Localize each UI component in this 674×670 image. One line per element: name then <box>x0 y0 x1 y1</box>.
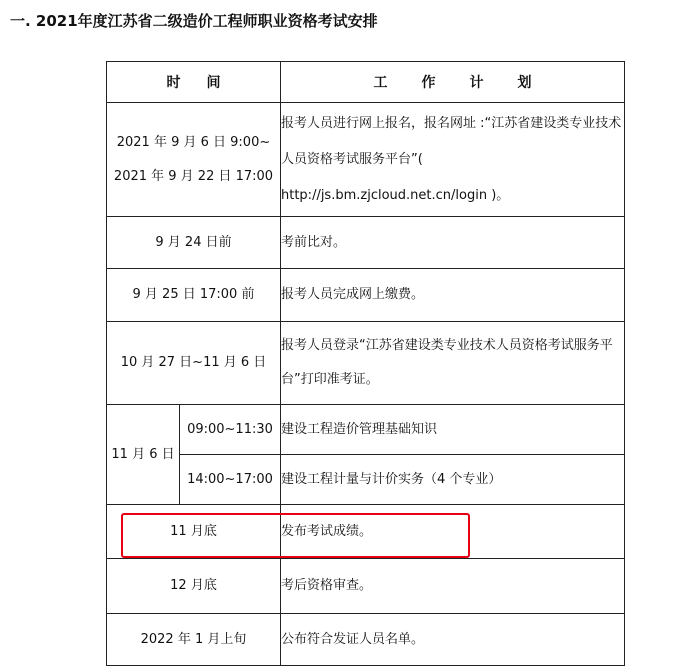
session-time-cell: 09:00~11:30 <box>180 405 281 455</box>
time-line: 2021 年 9 月 6 日 9:00~ <box>116 134 271 150</box>
plan-cell: 公布符合发证人员名单。 <box>281 614 625 666</box>
time-cell <box>107 103 281 217</box>
table-row <box>107 405 625 455</box>
plan-cell: 建设工程造价管理基础知识 <box>281 405 625 455</box>
time-cell: 2022 年 1 月上旬 <box>107 614 281 666</box>
table-header-row <box>107 62 625 103</box>
plan-cell: 报考人员完成网上缴费。 <box>281 269 625 322</box>
table-row <box>107 217 625 269</box>
table-row <box>107 322 625 405</box>
plan-cell: 报考人员进行网上报名，报名网址 :“江苏省建设类专业技术人员资格考试服务平台”( http://js.bm.zjcloud.net.cn/login )。 <box>281 103 625 217</box>
plan-cell: 考后资格审查。 <box>281 559 625 614</box>
table-row <box>107 614 625 666</box>
time-cell: 11 月底 <box>107 505 281 559</box>
table-row <box>107 455 625 505</box>
table-row <box>107 103 625 217</box>
time-cell: 10 月 27 日~11 月 6 日 <box>107 322 281 405</box>
plan-cell: 发布考试成绩。 <box>281 505 625 559</box>
plan-cell: 考前比对。 <box>281 217 625 269</box>
time-cell: 12 月底 <box>107 559 281 614</box>
header-time: 时间 <box>107 62 281 103</box>
plan-cell: 建设工程计量与计价实务（4 个专业） <box>281 455 625 505</box>
time-cell: 9 月 24 日前 <box>107 217 281 269</box>
plan-cell: 报考人员登录“江苏省建设类专业技术人员资格考试服务平台”打印准考证。 <box>281 322 625 405</box>
table-row <box>107 559 625 614</box>
table-row <box>107 269 625 322</box>
time-cell: 9 月 25 日 17:00 前 <box>107 269 281 322</box>
time-line: 2021 年 9 月 22 日 17:00 <box>113 168 274 184</box>
page-title: 一. 2021年度江苏省二级造价工程师职业资格考试安排 <box>10 12 378 30</box>
date-cell: 11 月 6 日 <box>107 405 180 505</box>
session-time-cell: 14:00~17:00 <box>180 455 281 505</box>
table-row <box>107 505 625 559</box>
header-plan: 工作计划 <box>281 62 625 103</box>
exam-schedule-table <box>106 61 625 666</box>
